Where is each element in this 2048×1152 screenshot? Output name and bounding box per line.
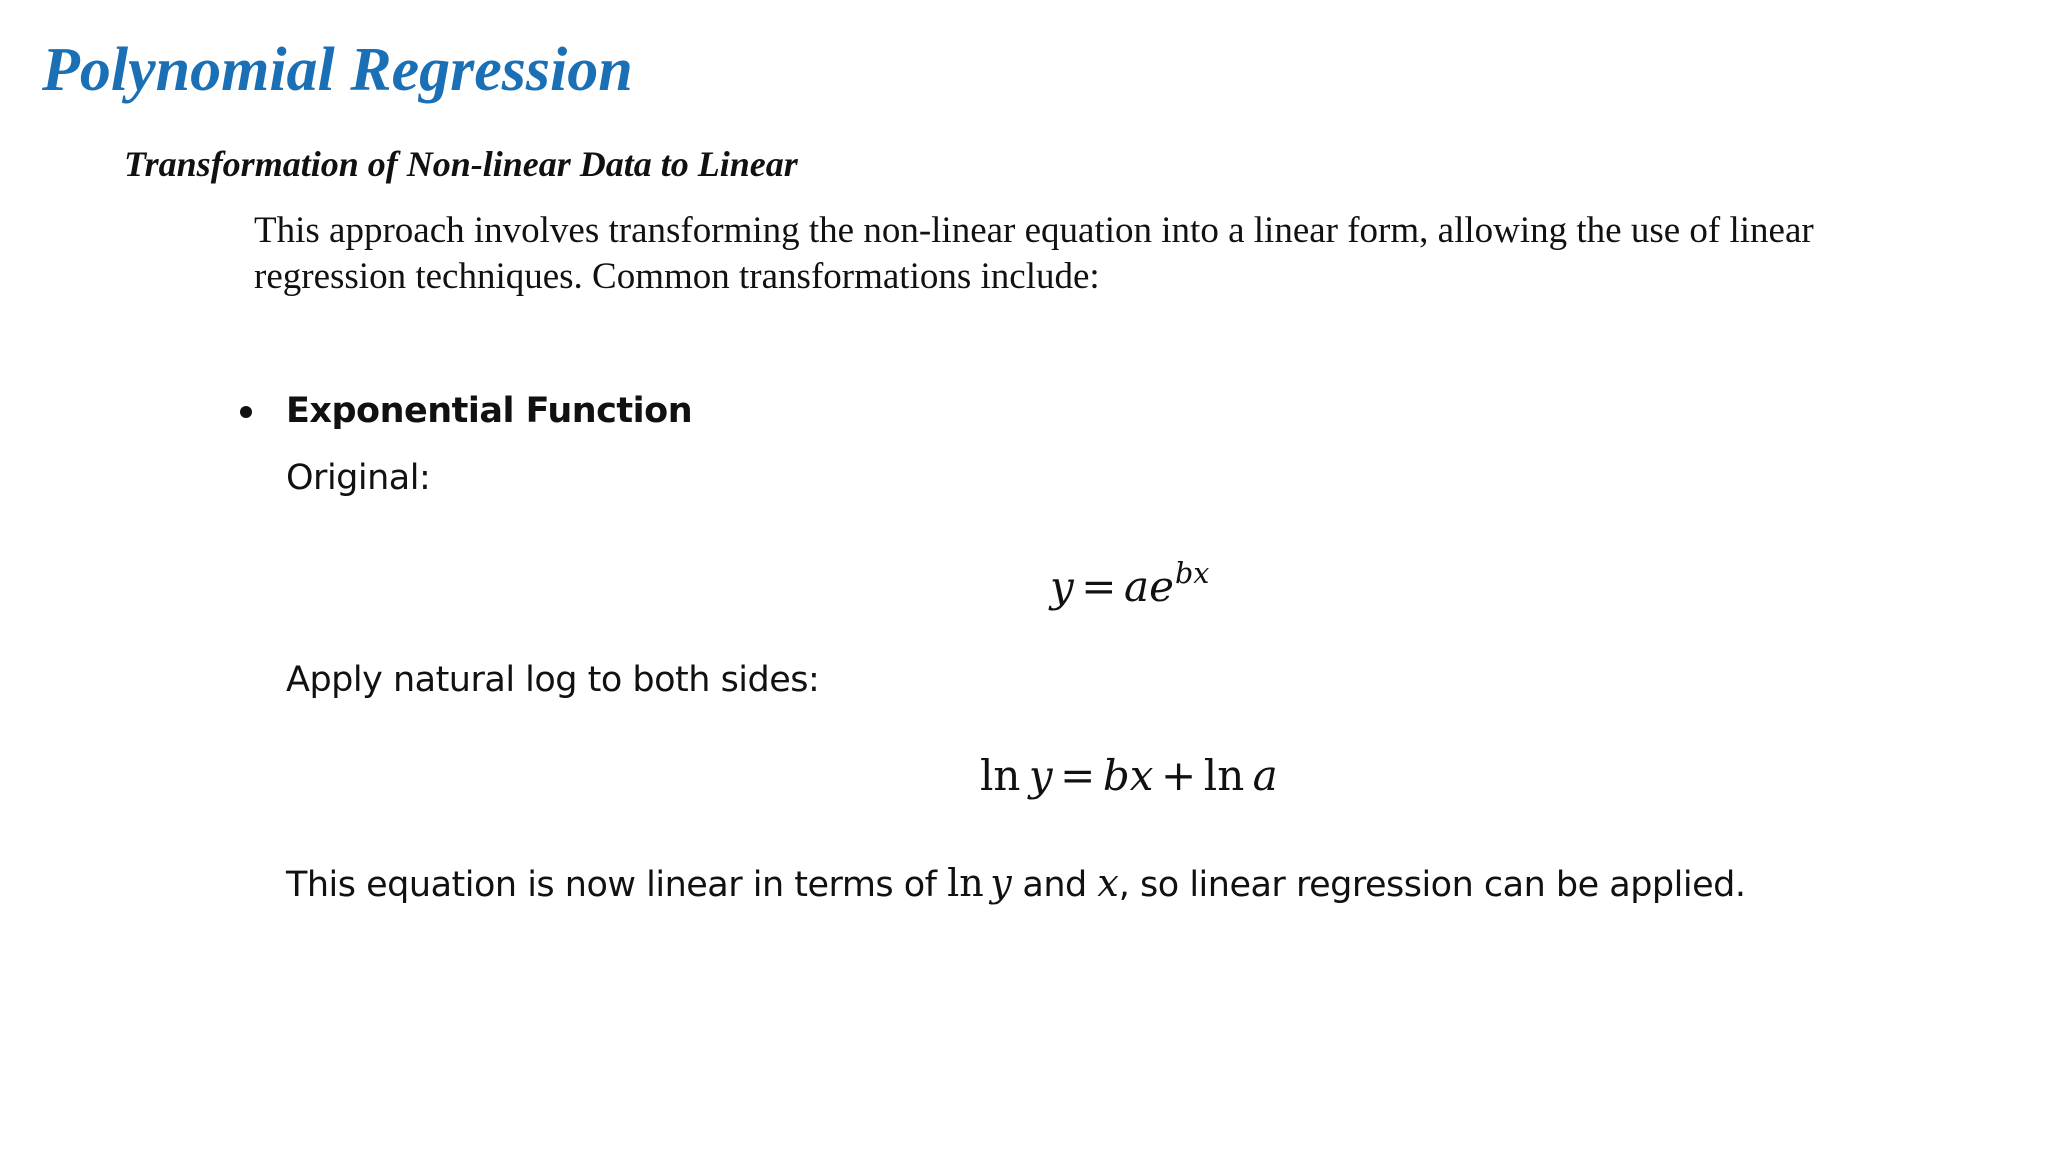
bullet-dot-icon [240, 406, 252, 418]
section-subtitle: Transformation of Non-linear Data to Linear [124, 144, 798, 184]
conclusion-part3: , so linear regression can be applied. [1118, 865, 1746, 905]
bullet-heading: Exponential Function [286, 391, 693, 431]
conclusion-part2: and [1011, 865, 1098, 905]
eq1-equals: = [1081, 562, 1117, 611]
eq1-exponent: bx [1174, 556, 1210, 591]
conclusion-part1: This equation is now linear in terms of [286, 865, 948, 905]
eq2-ln-right: ln [1203, 751, 1245, 800]
slide-title: Polynomial Regression [42, 36, 633, 104]
eq2-equals: = [1060, 751, 1096, 800]
eq2-ln-left: ln [980, 751, 1021, 800]
equation-original [1050, 548, 1209, 615]
eq1-a: a [1124, 562, 1150, 611]
equation-log [980, 748, 1278, 804]
conclusion-text [286, 858, 1745, 910]
intro-paragraph: This approach involves transforming the non-linear equation into a linear form, allowing the use of linear regression techniques. Common transformations include: [254, 210, 1814, 297]
conclusion-ln: ln [947, 861, 984, 905]
eq2-plus: + [1161, 751, 1197, 800]
eq2-y: y [1028, 751, 1053, 800]
apply-log-label: Apply natural log to both sides: [286, 660, 820, 700]
conclusion-x: x [1097, 861, 1119, 905]
conclusion-y: y [990, 861, 1012, 905]
eq2-bx: bx [1102, 751, 1154, 800]
eq1-lhs: y [1050, 562, 1074, 611]
eq2-a: a [1252, 751, 1278, 800]
original-label: Original: [286, 458, 431, 498]
eq1-e: e [1149, 562, 1174, 611]
